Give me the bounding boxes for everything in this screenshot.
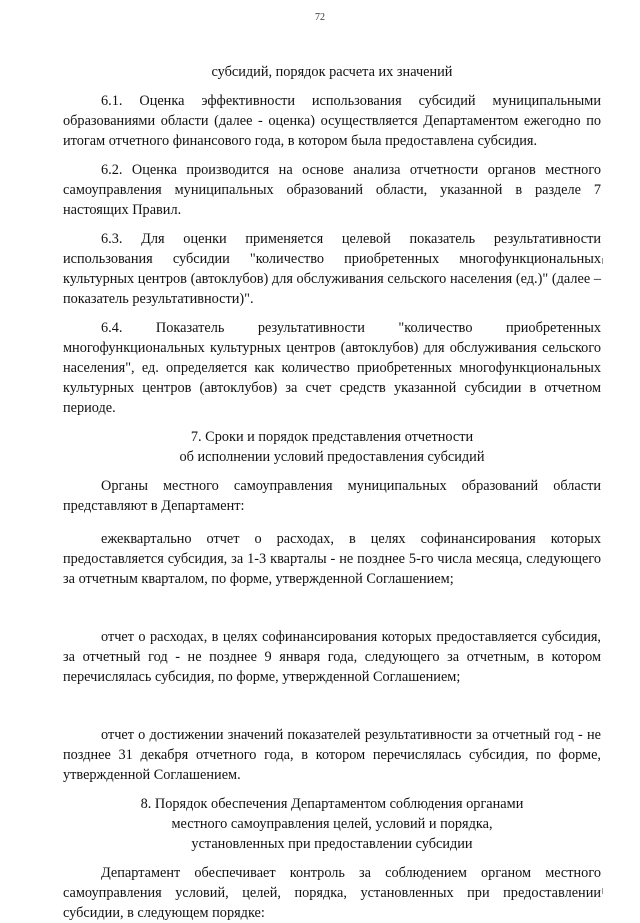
document-body (63, 62, 601, 923)
scan-mark (602, 888, 603, 894)
paragraph-7-intro: Органы местного самоуправления муниципальных образований области представляют в Департамент: (63, 478, 601, 514)
section-8-heading-line-2: местного самоуправления целей, условий и порядка, (171, 816, 493, 832)
paragraph-7-results-report: отчет о достижении значений показателей результативности за отчетный год - не позднее 31 декабря отчетного года, в котором перечислялась субсидия, по форме, утвержденной Соглашением. (63, 727, 601, 783)
paragraph-6-1: 6.1. Оценка эффективности использования субсидий муниципальными образованиями области (далее - оценка) осуществляется Департаментом ежегодно по итогам отчетного финансового года, в котором была предоставлена субсидия. (63, 93, 601, 149)
section-6-heading-continuation: субсидий, порядок расчета их значений (211, 64, 453, 80)
paragraph-7-quarterly-report: ежеквартально отчет о расходах, в целях софинансирования которых предоставляется субсидия, за 1-3 кварталы - не позднее 5-го числа месяца, следующего за отчетным кварталом, по форме, утвержденной Соглашением; (63, 531, 601, 587)
section-8-heading-line-3: установленных при предоставлении субсидии (191, 836, 473, 852)
section-7-heading-line-2: об исполнении условий предоставления субсидий (179, 449, 485, 465)
paragraph-8-intro: Департамент обеспечивает контроль за соблюдением органом местного самоуправления условий, целей, порядка, установленных при предоставлении субсидии, в следующем порядке: (63, 865, 601, 921)
paragraph-6-4: 6.4. Показатель результативности "количество приобретенных многофункциональных культурных центров (автоклубов) для обслуживания сельского населения", ед. определяется как количество приобретенных многофункциональных культурных центров (автоклубов) за счет средств указанной субсидии в отчетном периоде. (63, 320, 601, 416)
paragraph-6-3: 6.3. Для оценки применяется целевой показатель результативности использования субсидии "количество приобретенных многофункциональных культурных центров (автоклубов) для обслуживания сельского населения (ед.)" (далее – показатель результативности)". (63, 231, 601, 307)
section-7-heading-line-1: 7. Сроки и порядок представления отчетности (190, 429, 474, 445)
scan-mark (602, 258, 603, 264)
page-number: 72 (315, 12, 325, 23)
paragraph-7-annual-report: отчет о расходах, в целях софинансирования которых предоставляется субсидия, за отчетный год - не позднее 9 января года, следующего за отчетным, в котором перечислялась субсидия, по форме, утвержденной Соглашением; (63, 629, 601, 685)
section-8-heading-line-1: 8. Порядок обеспечения Департаментом соблюдения органами (140, 796, 524, 812)
paragraph-6-2: 6.2. Оценка производится на основе анализа отчетности органов местного самоуправления муниципальных образований области, указанной в разделе 7 настоящих Правил. (63, 162, 601, 218)
